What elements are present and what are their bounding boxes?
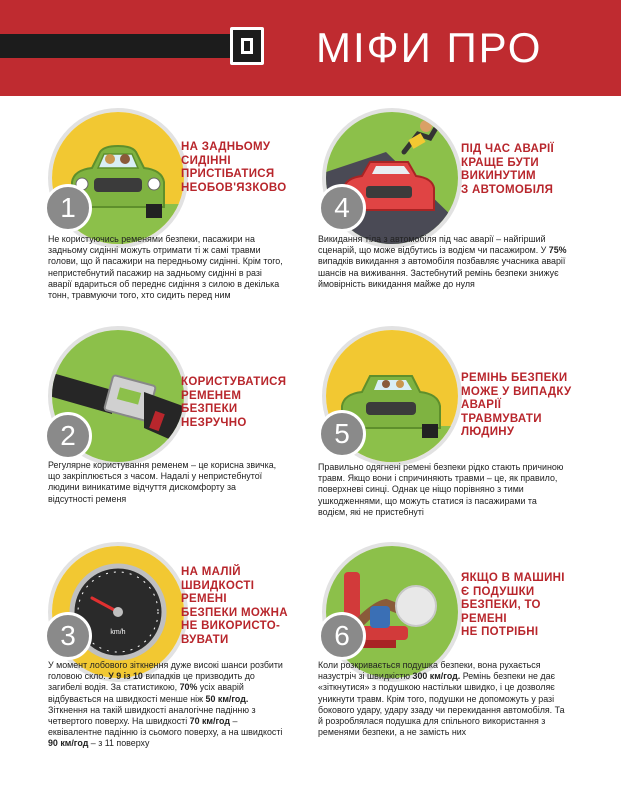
myth-1-text: Не користуючись ременями безпеки, пасажири на задньому сидінні можуть отримати ті ж самі травми голови, що й пасажири на передньому сидінні. Крім того, непристебнутий пасажир на задньому сидінні в разі аварії вдариться об переднє сидіння з силою в декілька тонн, травмуючи того, хто сидить перед ним bbox=[48, 234, 283, 301]
seatbelt-buckle-icon bbox=[230, 27, 264, 65]
myth-2-heading: КОРИСТУВАТИСЯ РЕМЕНЕМ БЕЗПЕКИ НЕЗРУЧНО bbox=[181, 376, 287, 429]
myth-1-heading: НА ЗАДНЬОМУ СИДІННІ ПРИСТІБАТИСЯ НЕОБОВ'ЯЗКОВО bbox=[181, 141, 287, 194]
myth-1-number-badge: 1 bbox=[44, 184, 92, 232]
myth-4-text: Викидання тіла з автомобіля під час аварії – найгірший сценарій, що може відбутись із водієм чи пасажиром. У 75% випадків викидання з автомобіля позбавляє учасника аварії шансів на виживання. Застебнутий ремінь безпеки знижує ймовірність викидання майже до нуля bbox=[318, 234, 567, 289]
myth-6-heading: ЯКЩО В МАШИНІ Є ПОДУШКИ БЕЗПЕКИ, ТО РЕМЕНІ НЕ ПОТРІБНІ bbox=[461, 572, 565, 638]
myth-6-number-badge: 6 bbox=[318, 612, 366, 660]
myth-5-number-badge: 5 bbox=[318, 410, 366, 458]
myth-2-number-badge: 2 bbox=[44, 412, 92, 460]
myth-3-text: У момент лобового зіткнення дуже високі шанси розбити головою скло. У 9 із 10 випадків це призводить до загибелі водія. За статистикою, 70% усіх аварій відбувається на швидкості менше ніж 50 км/год. Зіткнення на такій швидкості аналогічне падінню з четвертого поверху. На швидкості 70 км/год – еквівалентне падінню із сьомого поверху, а на швидкості 90 км/год – з 11 поверху bbox=[48, 660, 283, 749]
myth-5-text: Правильно одягнені ремені безпеки рідко стають причиною травм. Якщо вони і спричиняють травми – це, як правило, поверхневі синці. Однак це ніщо порівняно з тими ушкодженнями, що можуть статися із пасажирами та водієм, які не пристебнуті bbox=[318, 462, 564, 517]
header-banner bbox=[0, 0, 621, 96]
seatbelt-strap bbox=[0, 34, 232, 58]
myth-3-heading: НА МАЛІЙ ШВИДКОСТІ РЕМЕНІ БЕЗПЕКИ МОЖНА НЕ ВИКОРИСТО- ВУВАТИ bbox=[181, 566, 288, 646]
myth-4-heading: ПІД ЧАС АВАРІЇ КРАЩЕ БУТИ ВИКИНУТИМ З АВТОМОБІЛЯ bbox=[461, 143, 555, 196]
page-title: МІФИ ПРО bbox=[316, 24, 543, 71]
myth-2-text: Регулярне користування ременем – це корисна звичка, що закріплюється з часом. Надалі у непристебнутої людини виникатиме відчуття дискомфорту за відсутності ременя bbox=[48, 460, 277, 504]
myth-4-number-badge: 4 bbox=[318, 184, 366, 232]
myth-3-number-badge: 3 bbox=[44, 612, 92, 660]
myth-5-heading: РЕМІНЬ БЕЗПЕКИ МОЖЕ У ВИПАДКУ АВАРІЇ ТРАВМУВАТИ ЛЮДИНУ bbox=[461, 372, 572, 438]
myth-6-text: Коли розкривається подушка безпеки, вона рухається назустріч зі швидкістю 300 км/год. Ремінь безпеки не дає «зіткнутися» з подушкою настільки швидко, і це дозволяє уникнути травм. Крім того, подушки не допоможуть у разі бокового удару, удару ззаду чи перекидання автомобіля. Та й розроблялася подушка для спільного використання з ременями безпеки, а не замість них bbox=[318, 660, 565, 738]
speedometer-unit-label: km/h bbox=[110, 629, 126, 636]
